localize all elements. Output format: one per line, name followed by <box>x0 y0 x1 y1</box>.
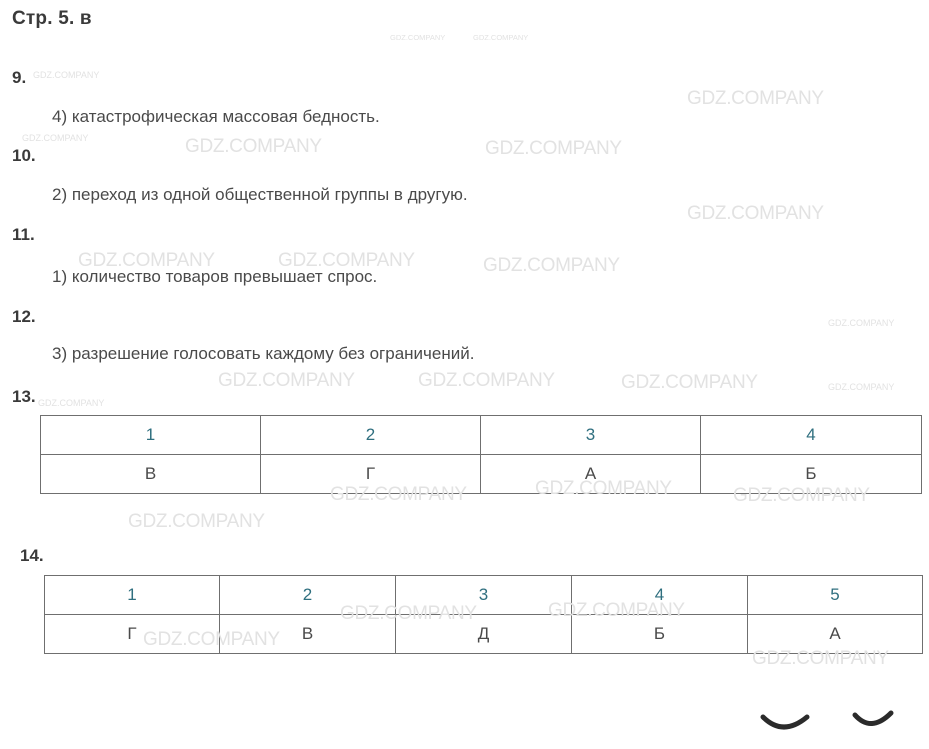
watermark: GDZ.COMPANY <box>621 372 758 393</box>
watermark: GDZ.COMPANY <box>687 88 824 109</box>
table-cell: 2 <box>220 576 396 615</box>
watermark: GDZ.COMPANY <box>390 33 446 42</box>
watermark: GDZ.COMPANY <box>483 255 620 276</box>
table-cell: Б <box>701 455 922 494</box>
table-cell: 2 <box>261 416 481 455</box>
table-row <box>45 576 923 615</box>
page-title: Стр. 5. в <box>12 8 92 29</box>
table-cell: 4 <box>572 576 748 615</box>
table-cell: 1 <box>45 576 220 615</box>
table-cell: 5 <box>748 576 923 615</box>
answer-table-13 <box>40 415 922 494</box>
table-cell: Д <box>396 615 572 654</box>
watermark: GDZ.COMPANY <box>218 370 355 391</box>
question-answer-11: 1) количество товаров превышает спрос. <box>52 267 378 286</box>
watermark: GDZ.COMPANY <box>330 484 467 505</box>
watermark: GDZ.COMPANY <box>752 648 889 669</box>
answer-table-14 <box>44 575 923 654</box>
question-answer-9: 4) катастрофическая массовая бедность. <box>52 107 380 126</box>
table-cell: Г <box>45 615 220 654</box>
question-number-10: 10. <box>12 146 36 165</box>
question-number-11: 11. <box>12 225 35 244</box>
watermark: GDZ.COMPANY <box>473 33 529 42</box>
watermark: GDZ.COMPANY <box>78 250 215 271</box>
watermark: GDZ.COMPANY <box>548 600 685 621</box>
watermark: GDZ.COMPANY <box>340 603 477 624</box>
question-number-14: 14. <box>20 546 44 565</box>
watermark: GDZ.COMPANY <box>535 478 672 499</box>
watermark: GDZ.COMPANY <box>733 485 870 506</box>
watermark: GDZ.COMPANY <box>185 136 322 157</box>
watermark: GDZ.COMPANY <box>828 318 895 328</box>
watermark: GDZ.COMPANY <box>33 70 100 80</box>
watermark: GDZ.COMPANY <box>143 629 280 650</box>
question-number-13: 13. <box>12 387 36 406</box>
table-row <box>41 455 922 494</box>
smile-mark-icon <box>751 707 911 741</box>
table-cell: 3 <box>396 576 572 615</box>
table-cell: А <box>748 615 923 654</box>
table-cell: Б <box>572 615 748 654</box>
watermark: GDZ.COMPANY <box>278 250 415 271</box>
watermark: GDZ.COMPANY <box>485 138 622 159</box>
watermark: GDZ.COMPANY <box>418 370 555 391</box>
question-answer-10: 2) переход из одной общественной группы в другую. <box>52 185 468 204</box>
table-row <box>45 615 923 654</box>
question-number-12: 12. <box>12 307 36 326</box>
table-cell: А <box>481 455 701 494</box>
watermark: GDZ.COMPANY <box>22 133 89 143</box>
table-row <box>41 416 922 455</box>
table-cell: 4 <box>701 416 922 455</box>
watermark: GDZ.COMPANY <box>687 203 824 224</box>
table-cell: В <box>220 615 396 654</box>
table-cell: 1 <box>41 416 261 455</box>
watermark: GDZ.COMPANY <box>128 511 265 532</box>
table-cell: Г <box>261 455 481 494</box>
question-number-9: 9. <box>12 68 27 87</box>
table-cell: 3 <box>481 416 701 455</box>
watermark: GDZ.COMPANY <box>38 398 105 408</box>
watermark: GDZ.COMPANY <box>828 382 895 392</box>
table-cell: В <box>41 455 261 494</box>
question-answer-12: 3) разрешение голосовать каждому без ограничений. <box>52 344 475 363</box>
